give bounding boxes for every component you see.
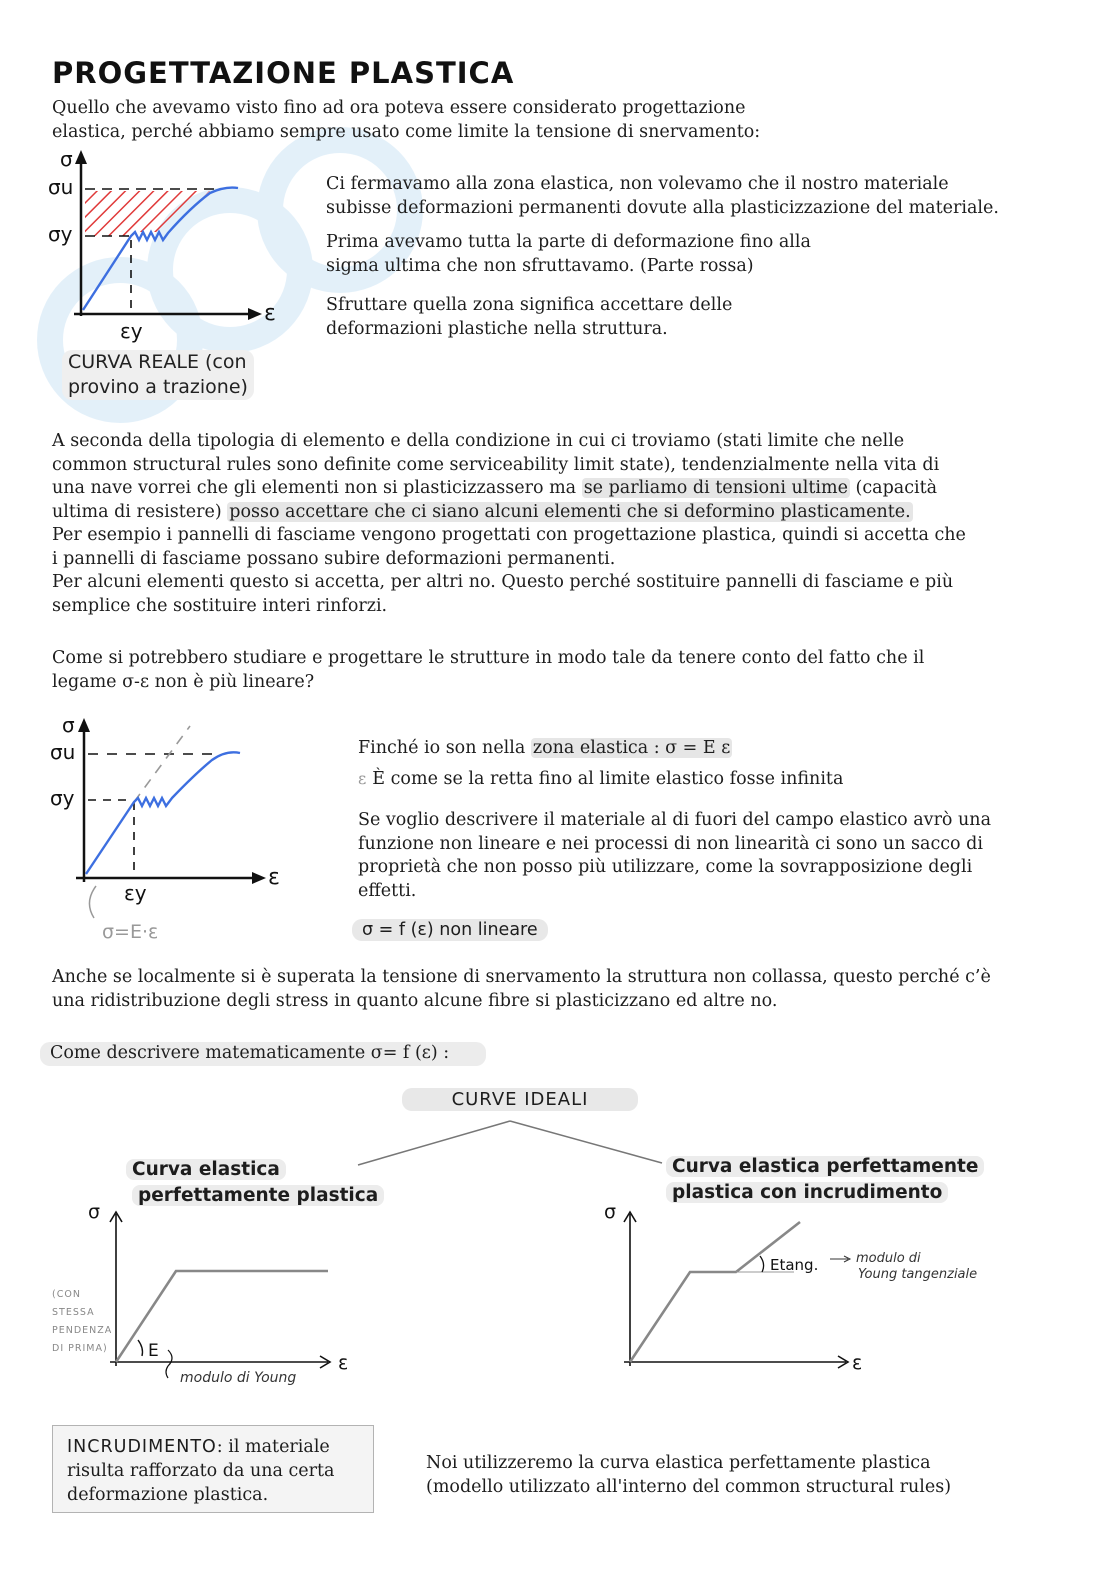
sigma-y-label: σy bbox=[48, 222, 73, 246]
intro-paragraph bbox=[52, 97, 760, 144]
page-title: PROGETTAZIONE PLASTICA bbox=[52, 56, 515, 90]
text-line: proprietà che non posso più utilizzare, come la sovrapposizione degli bbox=[358, 857, 973, 877]
text-line: ultima di resistere) posso accettare che ci siano alcuni elementi che si deformino plasticamente. bbox=[52, 501, 911, 522]
real-curve-caption bbox=[62, 350, 254, 400]
epsilon-axis-label: ε bbox=[852, 1352, 863, 1374]
fig1-explanation-3 bbox=[326, 294, 732, 341]
fig1-explanation-2 bbox=[326, 231, 811, 278]
right-curve-title: Curva elastica perfettamente plastica con incrudimento bbox=[666, 1154, 984, 1206]
sigma-axis-label: σ bbox=[604, 1201, 617, 1223]
epsilon-axis-label: ε bbox=[264, 301, 276, 326]
text-line: Come si potrebbero studiare e progettare le strutture in modo tale da tenere conto del fatto che il bbox=[52, 648, 925, 668]
same-slope-note bbox=[52, 1286, 112, 1358]
text-line: Se voglio descrivere il materiale al di fuori del campo elastico avrò una bbox=[358, 810, 992, 830]
sigma-axis-label: σ bbox=[62, 713, 75, 737]
text-line: common structural rules sono definite come serviceability limit state), tendenzialmente nella vita di bbox=[52, 454, 940, 475]
note-line: STESSA bbox=[52, 1307, 95, 1318]
caption-line: CURVA REALE (con bbox=[68, 351, 247, 373]
arrow-hook-icon: ε bbox=[358, 769, 367, 788]
highlight: posso accettare che ci siano alcuni elementi che si deformino plasticamente. bbox=[229, 501, 911, 522]
nonlinear-paragraph bbox=[358, 809, 991, 903]
hardening-term: INCRUDIMENTO bbox=[67, 1437, 217, 1457]
text-line: deformazioni plastiche nella struttura. bbox=[326, 318, 668, 339]
stress-strain-curve bbox=[86, 752, 240, 874]
sigma-y-label: σy bbox=[50, 786, 75, 810]
branch-lines bbox=[350, 1115, 670, 1175]
text-line: effetti. bbox=[358, 880, 417, 901]
fig1-explanation-1 bbox=[326, 173, 999, 220]
text-line: Per esempio i pannelli di fasciame vengono progettati con progettazione plastica, quindi si accetta che bbox=[52, 525, 966, 545]
text-line: i pannelli di fasciame possano subire deformazioni permanenti. bbox=[52, 548, 616, 569]
intro-line: Quello che avevamo visto fino ad ora poteva essere considerato progettazione bbox=[52, 98, 746, 118]
hardening-definition-box: INCRUDIMENTO: il materiale risulta rafforzato da una certa deformazione plastica. bbox=[52, 1425, 374, 1513]
text-line: legame σ-ε non è più lineare? bbox=[52, 671, 315, 692]
text-line: Sfruttare quella zona significa accettare delle bbox=[326, 295, 733, 315]
elastic-zone-line: Finché io son nella zona elastica : σ = E ε bbox=[358, 738, 731, 758]
epsilon-axis-label: ε bbox=[268, 865, 280, 890]
hardening-plot bbox=[596, 1192, 996, 1382]
text-line: (modello utilizzato all'interno del common structural rules) bbox=[426, 1476, 952, 1497]
question-paragraph bbox=[52, 647, 924, 694]
epsilon-y-label: εy bbox=[120, 319, 143, 343]
sigma-axis-label: σ bbox=[88, 1201, 101, 1223]
infinite-line: ε È come se la retta fino al limite elastico fosse infinita bbox=[358, 769, 844, 789]
text-line: semplice che sostituire interi rinforzi. bbox=[52, 595, 388, 616]
young-modulus-note: modulo di Young bbox=[180, 1370, 297, 1386]
text-line: A seconda della tipologia di elemento e della condizione in cui ci troviamo (stati limite che nelle bbox=[52, 431, 905, 451]
text-line: Prima avevamo tutta la parte di deformazione fino alla bbox=[326, 232, 811, 252]
text-line: una ridistribuzione degli stress in quanto alcune fibre si plasticizzano ed altre no. bbox=[52, 990, 778, 1011]
tangent-modulus-note-1: modulo di bbox=[856, 1251, 921, 1266]
redistribution-paragraph bbox=[52, 966, 991, 1013]
epsilon-y-label: εy bbox=[124, 881, 147, 905]
epsilon-axis-label: ε bbox=[338, 1352, 349, 1374]
text-line: Noi utilizzeremo la curva elastica perfettamente plastica bbox=[426, 1453, 931, 1473]
red-hatched-zone bbox=[85, 191, 210, 236]
final-statement bbox=[426, 1452, 951, 1499]
text-line: risulta rafforzato da una certa bbox=[67, 1461, 335, 1481]
text-line: Anche se localmente si è superata la tensione di snervamento la struttura non collassa, questo perché c’è bbox=[52, 967, 991, 987]
text-line: sigma ultima che non sfruttavamo. (Parte rossa) bbox=[326, 255, 754, 276]
limit-state-paragraph bbox=[52, 430, 966, 618]
ideal-curve bbox=[630, 1222, 800, 1362]
text-line: Ci fermavamo alla zona elastica, non volevamo che il nostro materiale bbox=[326, 174, 949, 194]
note-line: (CON bbox=[52, 1289, 81, 1300]
note-line: DI PRIMA) bbox=[52, 1343, 108, 1354]
young-modulus-label: E bbox=[148, 1341, 159, 1361]
sigma-u-label: σu bbox=[48, 175, 74, 199]
nonlinear-formula: σ = f (ε) non lineare bbox=[352, 919, 548, 941]
intro-line: elastica, perché abbiamo sempre usato come limite la tensione di snervamento: bbox=[52, 121, 761, 142]
text-line: Per alcuni elementi questo si accetta, per altri no. Questo perché sostituire pannelli di fasciame e più bbox=[52, 572, 954, 592]
sigma-u-label: σu bbox=[50, 740, 76, 764]
ideal-curves-heading: CURVE IDEALI bbox=[402, 1088, 638, 1111]
sigma-axis-label: σ bbox=[60, 148, 73, 171]
elastic-perfectly-plastic-plot bbox=[80, 1192, 380, 1402]
note-line: PENDENZA bbox=[52, 1325, 113, 1336]
left-curve-title: Curva elastica perfettamente plastica bbox=[126, 1157, 384, 1209]
highlight: se parliamo di tensioni ultime bbox=[583, 478, 848, 498]
linear-law-figure bbox=[40, 712, 300, 944]
caption-line: provino a trazione) bbox=[68, 376, 248, 398]
text-line: una nave vorrei che gli elementi non si plasticizzassero ma se parliamo di tensioni ultime (capacità bbox=[52, 478, 938, 498]
text-line: subisse deformazioni permanenti dovute alla plasticizzazione del materiale. bbox=[326, 197, 999, 218]
linear-law-label: σ=E·ε bbox=[102, 921, 159, 943]
tangent-modulus-label: Etang. bbox=[770, 1256, 819, 1274]
text-line: deformazione plastica. bbox=[67, 1485, 269, 1505]
highlight: zona elastica : σ = E ε bbox=[532, 738, 731, 758]
text-line: funzione non lineare e nei processi di non linearità ci sono un sacco di bbox=[358, 833, 983, 854]
math-question: Come descrivere matematicamente σ= f (ε) : bbox=[40, 1042, 486, 1066]
tangent-modulus-note-2: Young tangenziale bbox=[858, 1267, 978, 1282]
real-curve-figure bbox=[40, 148, 290, 348]
